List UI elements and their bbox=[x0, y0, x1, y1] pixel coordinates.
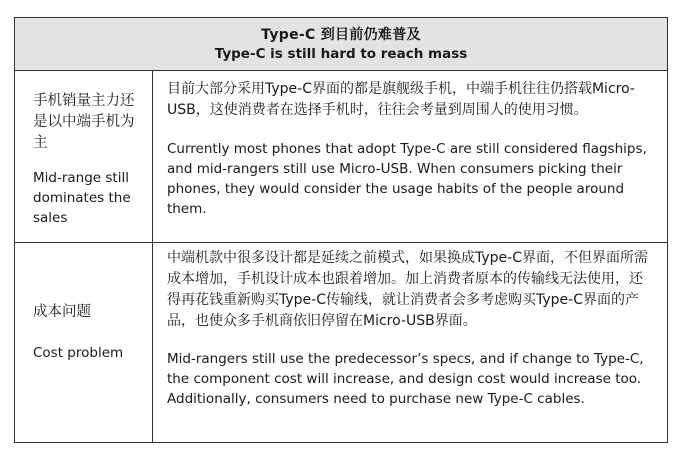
table-row bbox=[15, 71, 667, 243]
table-body bbox=[15, 71, 667, 442]
row-content-cell bbox=[153, 243, 667, 442]
table-header bbox=[15, 18, 667, 71]
row-text-english: Mid-rangers still use the predecessor’s specs, and if change to Type-C, the component cost will increase, and design cost would increase too. Additionally, consumers need to purchase new Type-C cables. bbox=[167, 351, 644, 407]
table-row bbox=[15, 243, 667, 442]
row-text-chinese: 目前大部分采用Type-C界面的都是旗舰级手机，中端手机往往仍搭载Micro-USB，这使消费者在选择手机时，往往会考量到周围人的使用习惯。 bbox=[167, 81, 635, 118]
row-text-chinese: 中端机款中很多设计都是延续之前模式，如果换成Type-C界面，不但界面所需成本增加，手机设计成本也跟着增加。加上消费者原本的传输线无法使用，还得再花钱重新购买Type-C传输线，就让消费者会多考虑购买Type-C界面的产品，也使众多手机商依旧停留在Micro-USB界面。 bbox=[167, 250, 648, 329]
row-label-cell bbox=[15, 71, 153, 242]
row-label-chinese: 成本问题 bbox=[33, 304, 91, 320]
row-label-english: Cost problem bbox=[33, 345, 124, 361]
row-label-chinese: 手机销量主力还是以中端手机为主 bbox=[33, 93, 135, 151]
comparison-table bbox=[14, 17, 668, 443]
title-english: Type-C is still hard to reach mass bbox=[214, 46, 468, 62]
row-label-cell bbox=[15, 243, 153, 442]
row-label-english: Mid-range still dominates the sales bbox=[33, 170, 131, 226]
title-chinese: Type-C 到目前仍难普及 bbox=[261, 27, 421, 43]
row-content-cell bbox=[153, 71, 667, 242]
row-text-english: Currently most phones that adopt Type-C are still considered flagships, and mid-rangers still use Micro-USB. When consumers picking their phones, they would consider the usage habits of the people around them. bbox=[167, 141, 647, 217]
